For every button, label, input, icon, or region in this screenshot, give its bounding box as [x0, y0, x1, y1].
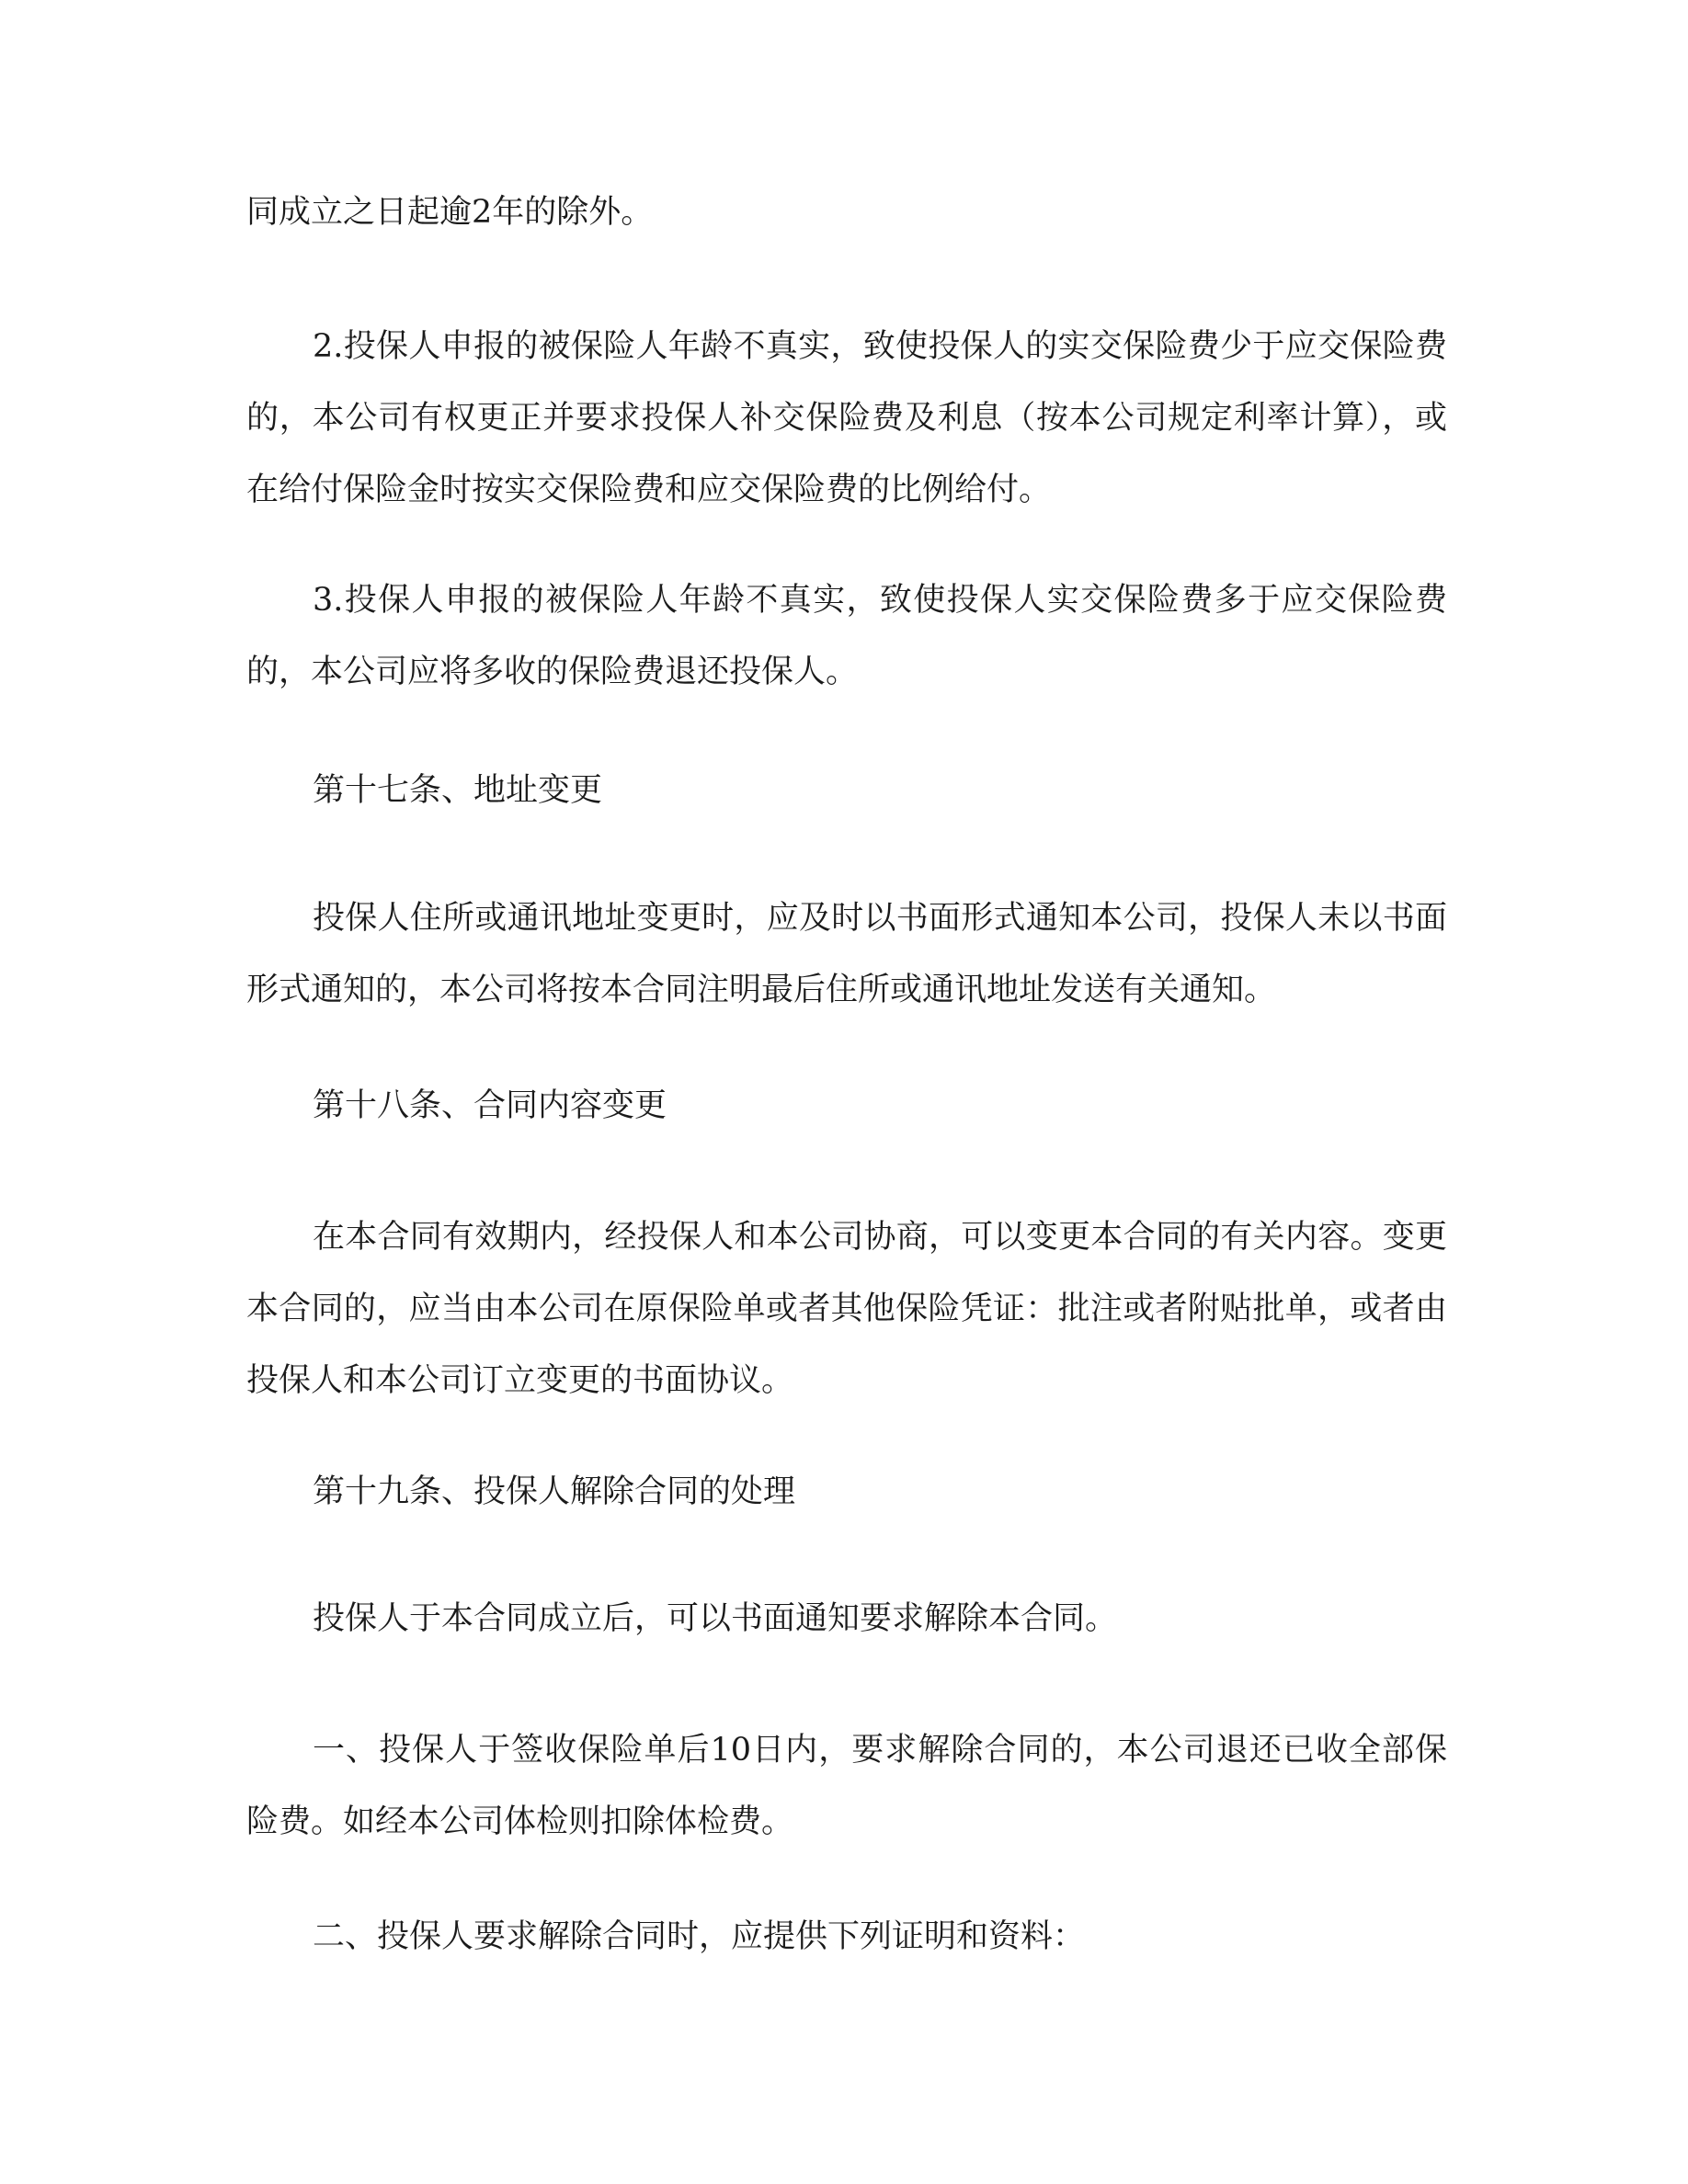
paragraph-item-3: 3.投保人申报的被保险人年龄不真实，致使投保人实交保险费多于应交保险费的，本公司应将多收的保险费退还投保人。 [246, 582, 1447, 690]
paragraph-contract-change: 在本合同有效期内，经投保人和本公司协商，可以变更本合同的有关内容。变更本合同的，应当由本公司在原保险单或者其他保险凭证：批注或者附贴批单，或者由投保人和本公司订立变更的书面协议。 [246, 1219, 1447, 1399]
paragraph-address-change: 投保人住所或通讯地址变更时，应及时以书面形式通知本公司，投保人未以书面形式通知的，本公司将按本合同注明最后住所或通讯地址发送有关通知。 [246, 900, 1447, 1008]
heading-article-19: 第十九条、投保人解除合同的处理 [313, 1473, 796, 1510]
paragraph-termination-intro: 投保人于本合同成立后，可以书面通知要求解除本合同。 [313, 1600, 1118, 1637]
paragraph-item-2: 2.投保人申报的被保险人年龄不真实，致使投保人的实交保险费少于应交保险费的，本公司有权更正并要求投保人补交保险费及利息（按本公司规定利率计算），或在给付保险金时按实交保险费和应交保险费的比例给付。 [246, 328, 1447, 508]
paragraph-termination-item-2: 二、投保人要求解除合同时，应提供下列证明和资料： [313, 1918, 1086, 1955]
heading-article-18: 第十八条、合同内容变更 [313, 1087, 667, 1124]
paragraph-continuation: 同成立之日起逾2年的除外。 [246, 194, 654, 231]
heading-article-17: 第十七条、地址变更 [313, 772, 603, 809]
paragraph-termination-item-1: 一、投保人于签收保险单后10日内，要求解除合同的，本公司退还已收全部保险费。如经本公司体检则扣除体检费。 [246, 1732, 1447, 1840]
